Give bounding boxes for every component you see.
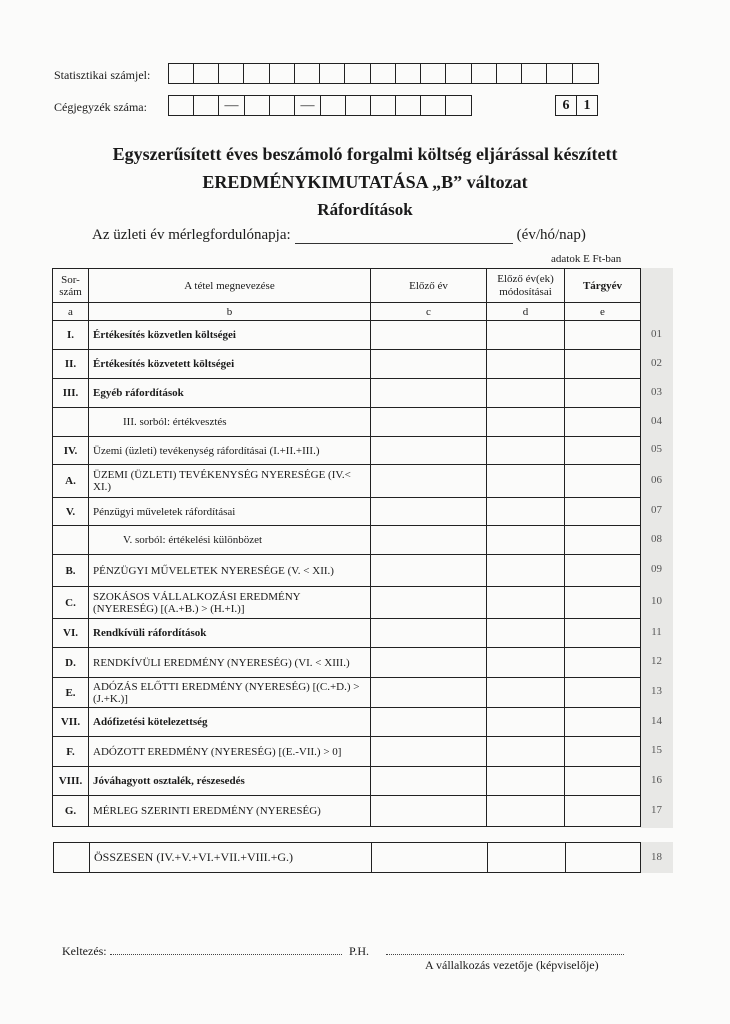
row-modositasai-input[interactable] [487, 498, 565, 526]
form-title-line2: EREDMÉNYKIMUTATÁSA „B” változat [202, 172, 528, 192]
row-modositasai-input[interactable] [487, 526, 565, 555]
col-header-elozo-ev: Előző év [371, 269, 487, 303]
ceg-dash: — [295, 96, 321, 115]
row-label: Pénzügyi műveletek ráfordításai [89, 498, 371, 526]
form-title-line1: Egyszerűsített éves beszámoló forgalmi költség eljárással készített [112, 144, 618, 164]
row-modositasai-input[interactable] [487, 437, 565, 465]
signer-label: A vállalkozás vezetője (képviselője) [425, 958, 599, 972]
form-title-line3: Ráfordítások [317, 200, 413, 219]
row-elozo-ev-input[interactable] [371, 321, 487, 350]
sum-num-cell [54, 843, 90, 873]
stat-digit-box[interactable] [244, 64, 270, 83]
row-targyev-input[interactable] [565, 619, 641, 648]
row-modositasai-input[interactable] [487, 465, 565, 498]
business-year-suffix: (év/hó/nap) [516, 227, 586, 243]
row-elozo-ev-input[interactable] [371, 465, 487, 498]
row-targyev-input[interactable] [565, 526, 641, 555]
col-header-megnevezes: A tétel megnevezése [89, 269, 371, 303]
ph-label: P.H. [349, 944, 370, 958]
ceg-digit-box[interactable] [346, 96, 371, 115]
row-elozo-ev-input[interactable] [371, 408, 487, 437]
sum-targyev-input[interactable] [566, 843, 641, 873]
row-modositasai-input[interactable] [487, 619, 565, 648]
row-code: 07 [651, 504, 662, 516]
stat-digit-box[interactable] [345, 64, 371, 83]
col-header-sorszam: Sor-szám [53, 269, 89, 303]
row-code: 11 [651, 625, 662, 638]
stat-digit-box[interactable] [497, 64, 522, 83]
row-targyev-input[interactable] [565, 737, 641, 767]
row-label: Üzemi (üzleti) tevékenység ráfordításai (I.+II.+III.) [89, 437, 371, 465]
row-label: Adófizetési kötelezettség [89, 708, 371, 737]
sum-modositasai-input[interactable] [488, 843, 566, 873]
row-elozo-ev-input[interactable] [371, 498, 487, 526]
table-row [53, 796, 641, 827]
business-year-row [92, 227, 586, 244]
table-row [53, 648, 641, 678]
row-code: 05 [651, 443, 662, 455]
stat-number-boxes[interactable] [168, 63, 599, 84]
col-header-targyev: Tárgyév [565, 269, 641, 303]
row-targyev-input[interactable] [565, 379, 641, 408]
row-label: PÉNZÜGYI MŰVELETEK NYERESÉGE (V. < XII.) [89, 555, 371, 587]
row-code: 14 [651, 714, 662, 727]
keltezes-label: Keltezés: [62, 944, 107, 958]
keltezes-row [62, 944, 342, 959]
sum-table [53, 842, 641, 873]
row-num: VII. [53, 708, 89, 737]
stat-digit-box[interactable] [270, 64, 295, 83]
unit-note: adatok E Ft-ban [551, 253, 622, 265]
row-num: V. [53, 498, 89, 526]
row-code: 09 [651, 563, 662, 575]
row-code: 12 [651, 655, 662, 667]
row-code: 02 [651, 356, 662, 369]
row-label: ADÓZÁS ELŐTTI EREDMÉNY (NYERESÉG) [(C.+D.) > (J.+K.)] [89, 678, 371, 708]
row-code: 01 [651, 327, 662, 340]
row-targyev-input[interactable] [565, 437, 641, 465]
row-label: Jóváhagyott osztalék, részesedés [89, 767, 371, 796]
ceg-digit-box[interactable] [396, 96, 421, 115]
ceg-number-boxes[interactable] [168, 95, 472, 116]
row-targyev-input[interactable] [565, 678, 641, 708]
row-code: 16 [651, 773, 662, 786]
row-targyev-input[interactable] [565, 498, 641, 526]
business-year-field[interactable] [295, 229, 513, 244]
ceg-digit-box[interactable] [169, 96, 194, 115]
row-modositasai-input[interactable] [487, 767, 565, 796]
sum-label: ÖSSZESEN (IV.+V.+VI.+VII.+VIII.+G.) [90, 843, 372, 873]
ceg-digit-box[interactable] [446, 96, 471, 115]
table-row [53, 379, 641, 408]
row-label: Értékesítés közvetett költségei [89, 350, 371, 379]
row-num: B. [53, 555, 89, 587]
table-row [53, 555, 641, 587]
ceg-digit-box[interactable] [371, 96, 396, 115]
row-modositasai-input[interactable] [487, 379, 565, 408]
row-elozo-ev-input[interactable] [371, 350, 487, 379]
table-row [53, 465, 641, 498]
row-num: I. [53, 321, 89, 350]
row-label: MÉRLEG SZERINTI EREDMÉNY (NYERESÉG) [89, 796, 371, 827]
row-targyev-input[interactable] [565, 408, 641, 437]
table-row [53, 408, 641, 437]
row-elozo-ev-input[interactable] [371, 437, 487, 465]
row-num: II. [53, 350, 89, 379]
table-row [53, 321, 641, 350]
row-code: 04 [651, 414, 662, 427]
row-elozo-ev-input[interactable] [371, 555, 487, 587]
ceg-digit-box[interactable] [245, 96, 270, 115]
row-elozo-ev-input[interactable] [371, 678, 487, 708]
stat-digit-box[interactable] [320, 64, 345, 83]
ceg-dash: — [219, 96, 245, 115]
row-targyev-input[interactable] [565, 796, 641, 827]
row-label: III. sorból: értékvesztés [89, 408, 371, 437]
row-elozo-ev-input[interactable] [371, 767, 487, 796]
row-modositasai-input[interactable] [487, 350, 565, 379]
row-modositasai-input[interactable] [487, 796, 565, 827]
stat-digit-box[interactable] [371, 64, 396, 83]
row-elozo-ev-input[interactable] [371, 796, 487, 827]
row-modositasai-input[interactable] [487, 678, 565, 708]
page-digit-1: 6 [556, 96, 577, 115]
row-targyev-input[interactable] [565, 350, 641, 379]
row-elozo-ev-input[interactable] [371, 379, 487, 408]
row-modositasai-input[interactable] [487, 408, 565, 437]
ceg-label: Cégjegyzék száma: [54, 100, 147, 114]
row-num: VIII. [53, 767, 89, 796]
business-year-label: Az üzleti év mérlegfordulónapja: [92, 227, 291, 243]
row-num: VI. [53, 619, 89, 648]
stat-digit-box[interactable] [446, 64, 472, 83]
col-letter-d: d [487, 303, 565, 321]
row-targyev-input[interactable] [565, 767, 641, 796]
row-targyev-input[interactable] [565, 708, 641, 737]
row-targyev-input[interactable] [565, 648, 641, 678]
col-letter-c: c [371, 303, 487, 321]
stat-digit-box[interactable] [295, 64, 320, 83]
row-num [53, 408, 89, 437]
row-elozo-ev-input[interactable] [371, 619, 487, 648]
row-targyev-input[interactable] [565, 465, 641, 498]
table-row [53, 587, 641, 619]
table-row [53, 437, 641, 465]
row-num: IV. [53, 437, 89, 465]
row-num: D. [53, 648, 89, 678]
stat-label: Statisztikai számjel: [54, 68, 151, 82]
row-elozo-ev-input[interactable] [371, 648, 487, 678]
table-row [53, 708, 641, 737]
table-row [53, 737, 641, 767]
sum-row-code: 18 [651, 851, 662, 863]
row-code: 13 [651, 685, 662, 697]
row-label: Értékesítés közvetlen költségei [89, 321, 371, 350]
ceg-digit-box[interactable] [270, 96, 295, 115]
row-modositasai-input[interactable] [487, 708, 565, 737]
ceg-digit-box[interactable] [421, 96, 446, 115]
row-num: C. [53, 587, 89, 619]
row-label: Rendkívüli ráfordítások [89, 619, 371, 648]
row-label: ÜZEMI (ÜZLETI) TEVÉKENYSÉG NYERESÉGE (IV.< XI.) [89, 465, 371, 498]
row-num: A. [53, 465, 89, 498]
row-modositasai-input[interactable] [487, 321, 565, 350]
table-row [53, 350, 641, 379]
table-row [53, 678, 641, 708]
col-header-modositasai: Előző év(ek) módosításai [487, 269, 565, 303]
row-modositasai-input[interactable] [487, 737, 565, 767]
row-num: G. [53, 796, 89, 827]
row-targyev-input[interactable] [565, 321, 641, 350]
stat-digit-box[interactable] [472, 64, 497, 83]
stat-digit-box[interactable] [522, 64, 547, 83]
row-elozo-ev-input[interactable] [371, 587, 487, 619]
row-modositasai-input[interactable] [487, 555, 565, 587]
page-digit-2: 1 [583, 97, 591, 113]
row-code: 06 [651, 473, 662, 486]
row-targyev-input[interactable] [565, 555, 641, 587]
expense-table [52, 268, 641, 827]
table-row [53, 498, 641, 526]
sum-elozo-ev-input[interactable] [372, 843, 488, 873]
row-label: Egyéb ráfordítások [89, 379, 371, 408]
row-code: 03 [651, 385, 662, 398]
row-elozo-ev-input[interactable] [371, 526, 487, 555]
row-num: III. [53, 379, 89, 408]
row-code: 08 [651, 532, 662, 545]
row-num: F. [53, 737, 89, 767]
stat-digit-box[interactable] [194, 64, 219, 83]
row-elozo-ev-input[interactable] [371, 737, 487, 767]
row-targyev-input[interactable] [565, 587, 641, 619]
row-label: ADÓZOTT EREDMÉNY (NYERESÉG) [(E.-VII.) > 0] [89, 737, 371, 767]
table-row [53, 526, 641, 555]
row-num [53, 526, 89, 555]
col-letter-b: b [89, 303, 371, 321]
stat-digit-box[interactable] [396, 64, 421, 83]
stat-digit-box[interactable] [573, 64, 598, 83]
stat-digit-box[interactable] [169, 64, 194, 83]
ceg-digit-box[interactable] [321, 96, 346, 115]
row-code: 17 [651, 803, 662, 816]
stat-digit-box[interactable] [219, 64, 244, 83]
row-code: 10 [651, 595, 662, 607]
page-number-box [555, 95, 598, 116]
stat-digit-box[interactable] [421, 64, 446, 83]
signature-line[interactable] [386, 944, 624, 959]
row-code: 15 [651, 744, 662, 756]
stat-digit-box[interactable] [547, 64, 573, 83]
col-letter-a: a [53, 303, 89, 321]
table-row [53, 767, 641, 796]
ceg-digit-box[interactable] [194, 96, 219, 115]
row-elozo-ev-input[interactable] [371, 708, 487, 737]
row-label: SZOKÁSOS VÁLLALKOZÁSI EREDMÉNY (NYERESÉG) [(A.+B.) > (H.+I.)] [89, 587, 371, 619]
table-row [53, 619, 641, 648]
col-letter-e: e [565, 303, 641, 321]
row-modositasai-input[interactable] [487, 648, 565, 678]
row-label: V. sorból: értékelési különbözet [89, 526, 371, 555]
keltezes-field[interactable] [110, 954, 342, 955]
row-modositasai-input[interactable] [487, 587, 565, 619]
row-label: RENDKÍVÜLI EREDMÉNY (NYERESÉG) (VI. < XIII.) [89, 648, 371, 678]
row-num: E. [53, 678, 89, 708]
